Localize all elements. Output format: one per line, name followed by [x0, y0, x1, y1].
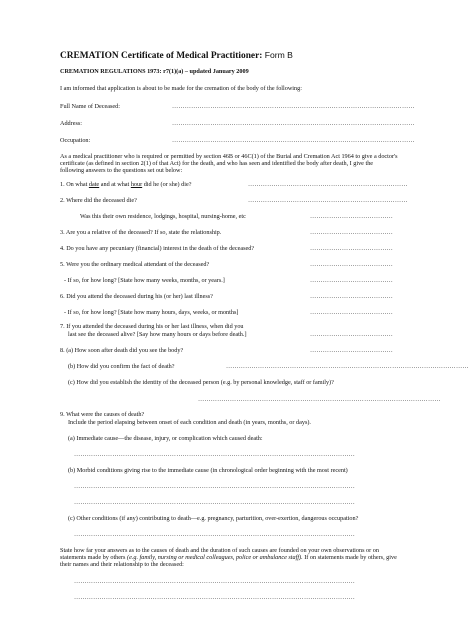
answer-3-field[interactable]: ………………………………… — [310, 229, 394, 236]
q1-part: and at what — [99, 181, 131, 188]
question-4: 4. Do you have any pecuniary (financial) interest in the death of the deceased? — [60, 245, 255, 252]
closing-part-2: (e.g. family, nursing or medical colleagues, police or ambulance staff). — [127, 554, 303, 562]
question-9a: (a) Immediate cause—the disease, injury, or complication which caused death: — [68, 435, 263, 442]
question-3: 3. Are you a relative of the deceased? If so, state the relationship. — [60, 229, 222, 236]
q1-part: did he (or she) die? — [142, 181, 192, 188]
closing-part-3: If on statements made by others, give their names and their relationship to the deceased: — [60, 554, 397, 569]
question-9c: (c) Other conditions (if any) contributing to death—e.g. pregnancy, parturition, over-exertion, dangerous occupation? — [68, 515, 359, 522]
full-name-field[interactable]: …………………………………………………………………………………………………… — [172, 103, 415, 110]
intro-text: I am informed that application is about to be made for the cremation of the body of the following: — [60, 85, 302, 92]
answer-9a-field[interactable]: …………………………………………………………………………………………………………………… — [74, 451, 356, 458]
address-field[interactable]: …………………………………………………………………………………………………… — [172, 120, 415, 127]
question-9-note: Include the period elapsing between onset of each condition and death (in years, months, or days). — [68, 419, 311, 426]
closing-text — [60, 547, 398, 569]
answer-2-field[interactable]: ………………………………………………………………… — [248, 197, 408, 204]
answer-6-field[interactable]: ………………………………… — [310, 293, 394, 300]
full-name-label: Full Name of Deceased: — [60, 103, 120, 110]
question-8c: (c) How did you establish the identity of the deceased person (e.g. by personal knowledge, staff or family)? — [68, 379, 334, 386]
answer-5-sub-field[interactable]: ………………………………… — [310, 277, 394, 284]
declaration-text: As a medical practitioner who is required or permitted by section 46B or 46C(1) of the Burial and Cremation Act 1964 to give a doctor's certificate (as defined in section 2(1) of that Act) for the death, and who has seen and identified the body after death, I give the following answers to the questions set out below: — [60, 153, 398, 175]
answer-9b-field-2[interactable]: …………………………………………………………………………………………………………………… — [74, 499, 356, 506]
occupation-label: Occupation: — [60, 137, 91, 144]
question-7-line-2: last see the deceased alive? [Say how many hours or days before death.] — [68, 331, 247, 338]
sources-field-1[interactable]: …………………………………………………………………………………………………………………… — [74, 578, 356, 585]
address-label: Address: — [60, 120, 82, 127]
question-2: 2. Where did the deceased die? — [60, 197, 137, 204]
question-5-sub: - If so, for how long? [State how many weeks, months, or years.] — [64, 277, 225, 284]
sources-field-2[interactable]: …………………………………………………………………………………………………………………… — [74, 594, 356, 601]
answer-2-sub-field[interactable]: ………………………………… — [310, 213, 394, 220]
question-6-sub: - If so, for how long? [State how many hours, days, weeks, or months] — [64, 309, 239, 316]
answer-8a-field[interactable]: ………………………………… — [310, 347, 394, 354]
title-text: CREMATION Certificate of Medical Practitioner: — [60, 51, 263, 61]
answer-4-field[interactable]: ………………………………… — [310, 245, 394, 252]
q1-hour: hour — [130, 181, 143, 188]
q1-part: 1. On what — [60, 181, 89, 188]
answer-6-sub-field[interactable]: ………………………………… — [310, 309, 394, 316]
answer-5-field[interactable]: ………………………………… — [310, 261, 394, 268]
answer-9b-field-1[interactable]: …………………………………………………………………………………………………………………… — [74, 483, 356, 490]
q1-date: date — [88, 181, 100, 188]
question-7-line-1: 7. If you attended the deceased during his or her last illness, when did you — [60, 323, 244, 330]
occupation-field[interactable]: …………………………………………………………………………………………………… — [172, 137, 415, 144]
question-6: 6. Did you attend the deceased during his (or her) last illness? — [60, 293, 213, 300]
form-title — [60, 50, 293, 62]
answer-8b-field[interactable]: …………………………………………………………………………………………………… — [226, 363, 469, 370]
regulations-line: CREMATION REGULATIONS 1973: r7(1)(a) – updated January 2009 — [60, 68, 249, 75]
question-9b: (b) Morbid conditions giving rise to the immediate cause (in chronological order beginning with the most recent) — [68, 467, 348, 474]
answer-9c-field[interactable]: …………………………………………………………………………………………………………………… — [74, 531, 356, 538]
question-5: 5. Were you the ordinary medical attendant of the deceased? — [60, 261, 210, 268]
form-label: Form B — [264, 50, 293, 60]
question-2-sub: Was this their own residence, lodgings, hospital, nursing-home, etc — [80, 213, 246, 220]
question-1 — [60, 181, 191, 188]
answer-1-field[interactable]: ………………………………………………………………… — [248, 181, 408, 188]
question-8a: 8. (a) How soon after death did you see the body? — [60, 347, 184, 354]
answer-8c-field[interactable]: …………………………………………………………………………………………………… — [198, 396, 441, 403]
answer-7-field[interactable]: ………………………………… — [310, 331, 394, 338]
closing-part-1: State how far your answers as to the causes of death and the duration of such causes are founded on your own observations or on statements made by others — [60, 547, 379, 562]
question-8b: (b) How did you confirm the fact of death? — [68, 363, 175, 370]
question-9: 9. What were the causes of death? — [60, 411, 145, 418]
